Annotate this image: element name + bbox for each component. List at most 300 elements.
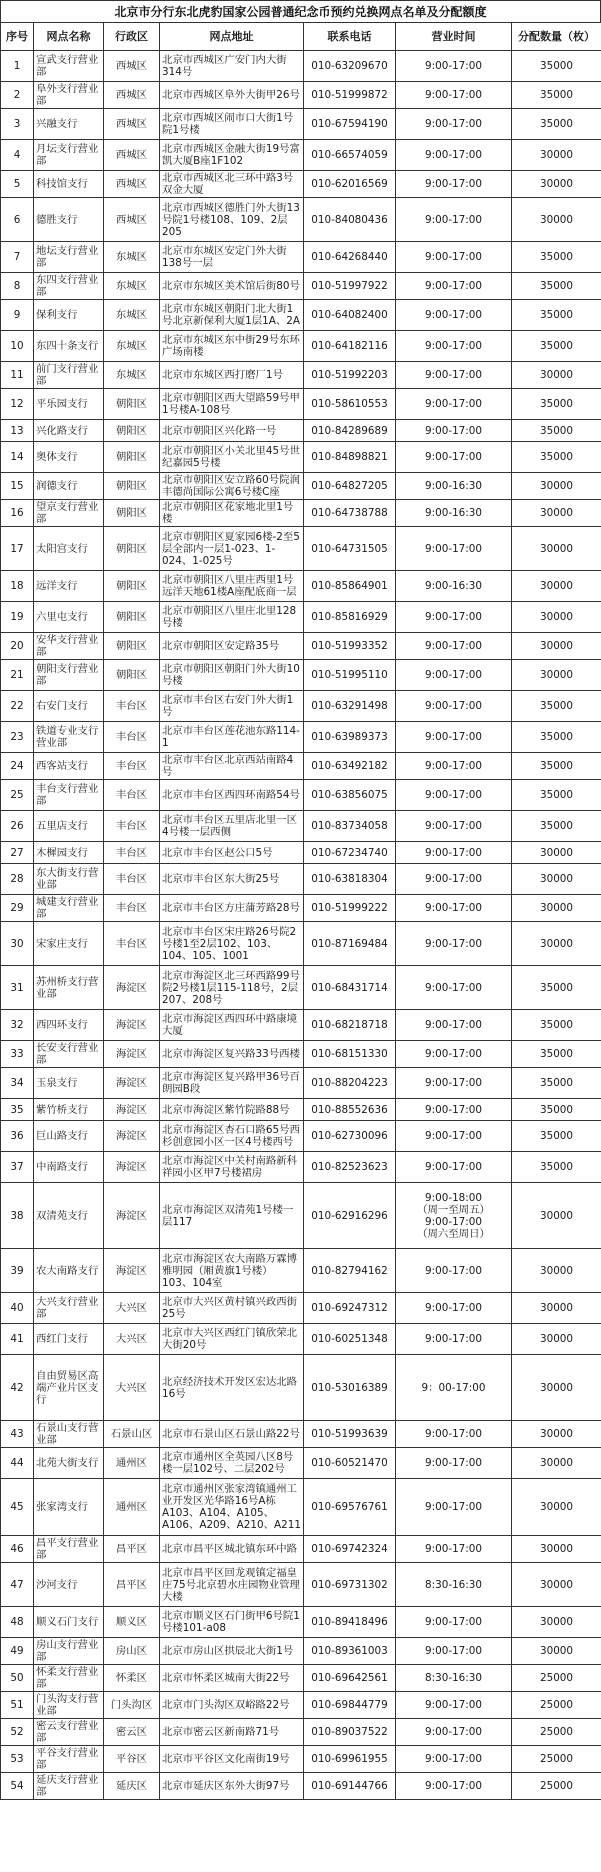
cell-branch-name: 德胜支行 — [34, 198, 104, 242]
header-name: 网点名称 — [34, 23, 104, 51]
table-row — [1, 242, 601, 273]
cell-amount: 35000 — [512, 442, 601, 473]
cell-address: 北京市东城区美术馆后街80号 — [160, 273, 304, 300]
cell-branch-name: 兴融支行 — [34, 109, 104, 140]
cell-district: 丰台区 — [104, 811, 160, 842]
cell-district: 朝阳区 — [104, 442, 160, 473]
cell-hours: 9:00-16:30 — [396, 500, 512, 527]
cell-address: 北京市海淀区双清苑1号楼一层117 — [160, 1183, 304, 1249]
cell-address: 北京市东城区安定门外大街138号一层 — [160, 242, 304, 273]
cell-address: 北京市朝阳区小关北里45号世纪嘉园5号楼 — [160, 442, 304, 473]
cell-branch-name: 紫竹桥支行 — [34, 1099, 104, 1121]
page-title: 北京市分行东北虎豹国家公园普通纪念币预约兑换网点名单及分配额度 — [0, 0, 601, 22]
cell-no: 18 — [1, 571, 34, 602]
table-row — [1, 362, 601, 389]
cell-amount: 30000 — [512, 198, 601, 242]
cell-no: 1 — [1, 51, 34, 82]
cell-phone: 010-51992203 — [304, 362, 396, 389]
cell-branch-name: 太阳宫支行 — [34, 527, 104, 571]
cell-amount: 30000 — [512, 1324, 601, 1355]
cell-hours: 9:00-17:00 — [396, 811, 512, 842]
cell-district: 西城区 — [104, 51, 160, 82]
cell-no: 23 — [1, 722, 34, 753]
cell-address: 北京市海淀区复兴路33号西楼 — [160, 1041, 304, 1068]
cell-address: 北京市海淀区中关村南路新科祥园小区甲7号楼裙房 — [160, 1152, 304, 1183]
cell-address: 北京市丰台区方庄蒲芳路28号 — [160, 895, 304, 922]
cell-district: 大兴区 — [104, 1293, 160, 1324]
cell-hours: 9:00-17:00 — [396, 198, 512, 242]
table-row — [1, 1638, 601, 1665]
cell-no: 46 — [1, 1536, 34, 1563]
table-row — [1, 753, 601, 780]
cell-amount: 30000 — [512, 1293, 601, 1324]
cell-branch-name: 昌平支行营业部 — [34, 1536, 104, 1563]
cell-hours: 9:00-17:00 — [396, 660, 512, 691]
cell-district: 海淀区 — [104, 1099, 160, 1121]
cell-hours: 9:00-17:00 — [396, 1638, 512, 1665]
cell-hours: 9:00-17:00 — [396, 82, 512, 109]
cell-address: 北京市朝阳区兴化路一号 — [160, 420, 304, 442]
cell-phone: 010-60251348 — [304, 1324, 396, 1355]
cell-no: 54 — [1, 1773, 34, 1800]
cell-phone: 010-60521470 — [304, 1448, 396, 1479]
cell-phone: 010-51999222 — [304, 895, 396, 922]
cell-hours: 9:00-17:00 — [396, 273, 512, 300]
cell-amount: 30000 — [512, 895, 601, 922]
table-row — [1, 171, 601, 198]
cell-district: 朝阳区 — [104, 500, 160, 527]
cell-address: 北京市西城区闹市口大街1号院1号楼 — [160, 109, 304, 140]
cell-hours: 9:00-17:00 — [396, 1479, 512, 1536]
cell-address: 北京市朝阳区夏家园6楼-2至5层全部内一层1-023、1-024、1-025号 — [160, 527, 304, 571]
header-amount: 分配数量（枚） — [512, 23, 601, 51]
cell-amount: 30000 — [512, 571, 601, 602]
cell-district: 丰台区 — [104, 722, 160, 753]
cell-no: 4 — [1, 140, 34, 171]
cell-amount: 25000 — [512, 1719, 601, 1746]
cell-address: 北京市大兴区黄村镇兴政西街25号 — [160, 1293, 304, 1324]
cell-no: 34 — [1, 1068, 34, 1099]
cell-hours: 8:30-16:30 — [396, 1563, 512, 1607]
table-row — [1, 300, 601, 331]
cell-district: 朝阳区 — [104, 527, 160, 571]
cell-branch-name: 东四支行营业部 — [34, 273, 104, 300]
cell-phone: 010-88204223 — [304, 1068, 396, 1099]
cell-branch-name: 城建支行营业部 — [34, 895, 104, 922]
cell-branch-name: 阜外支行营业部 — [34, 82, 104, 109]
cell-hours: 9:00-17:00 — [396, 300, 512, 331]
cell-no: 52 — [1, 1719, 34, 1746]
cell-phone: 010-69576761 — [304, 1479, 396, 1536]
cell-hours: 9:00-17:00 — [396, 966, 512, 1010]
cell-hours: 9:00-17:00 — [396, 722, 512, 753]
table-row — [1, 527, 601, 571]
cell-amount: 35000 — [512, 691, 601, 722]
cell-phone: 010-69731302 — [304, 1563, 396, 1607]
cell-hours: 9:00-17:00 — [396, 1719, 512, 1746]
cell-no: 42 — [1, 1355, 34, 1421]
cell-phone: 010-82794162 — [304, 1249, 396, 1293]
cell-branch-name: 润德支行 — [34, 473, 104, 500]
cell-no: 26 — [1, 811, 34, 842]
cell-phone: 010-84289689 — [304, 420, 396, 442]
table-row — [1, 1121, 601, 1152]
cell-amount: 35000 — [512, 331, 601, 362]
cell-hours: 9:00-17:00 — [396, 1536, 512, 1563]
cell-branch-name: 铁道专业支行营业部 — [34, 722, 104, 753]
cell-no: 40 — [1, 1293, 34, 1324]
cell-amount: 30000 — [512, 633, 601, 660]
cell-amount: 35000 — [512, 753, 601, 780]
cell-district: 朝阳区 — [104, 602, 160, 633]
cell-hours: 9:00-17:00 — [396, 331, 512, 362]
cell-phone: 010-69247312 — [304, 1293, 396, 1324]
cell-branch-name: 沙河支行 — [34, 1563, 104, 1607]
cell-district: 东城区 — [104, 273, 160, 300]
cell-hours: 9:00-18:00 （周一至周五） 9:00-17:00 （周六至周日） — [396, 1183, 512, 1249]
cell-address: 北京市平谷区文化南街19号 — [160, 1746, 304, 1773]
cell-branch-name: 东四十条支行 — [34, 331, 104, 362]
cell-hours: 9:00-17:00 — [396, 895, 512, 922]
cell-phone: 010-67594190 — [304, 109, 396, 140]
cell-address: 北京市丰台区赵公口5号 — [160, 842, 304, 864]
table-body — [1, 51, 601, 1800]
cell-district: 海淀区 — [104, 1010, 160, 1041]
cell-address: 北京市延庆区东外大街97号 — [160, 1773, 304, 1800]
branch-table — [0, 22, 601, 1800]
cell-amount: 30000 — [512, 1355, 601, 1421]
cell-no: 48 — [1, 1607, 34, 1638]
cell-phone: 010-85864901 — [304, 571, 396, 602]
cell-amount: 35000 — [512, 420, 601, 442]
cell-no: 25 — [1, 780, 34, 811]
cell-amount: 30000 — [512, 864, 601, 895]
cell-hours: 9:00-17:00 — [396, 389, 512, 420]
table-row — [1, 1421, 601, 1448]
cell-phone: 010-89361003 — [304, 1638, 396, 1665]
header-phone: 联系电话 — [304, 23, 396, 51]
cell-address: 北京市丰台区五里店北里一区4号楼一层西侧 — [160, 811, 304, 842]
cell-phone: 010-69144766 — [304, 1773, 396, 1800]
cell-phone: 010-87169484 — [304, 922, 396, 966]
cell-phone: 010-63818304 — [304, 864, 396, 895]
cell-branch-name: 平谷支行营业部 — [34, 1746, 104, 1773]
cell-no: 8 — [1, 273, 34, 300]
cell-no: 10 — [1, 331, 34, 362]
cell-phone: 010-85816929 — [304, 602, 396, 633]
cell-no: 49 — [1, 1638, 34, 1665]
cell-branch-name: 密云支行营业部 — [34, 1719, 104, 1746]
cell-no: 47 — [1, 1563, 34, 1607]
cell-district: 东城区 — [104, 300, 160, 331]
cell-phone: 010-51993352 — [304, 633, 396, 660]
cell-amount: 35000 — [512, 1041, 601, 1068]
cell-address: 北京市丰台区莲花池东路114-1 — [160, 722, 304, 753]
cell-hours: 9:00-17:00 — [396, 442, 512, 473]
table-row — [1, 1719, 601, 1746]
cell-amount: 30000 — [512, 922, 601, 966]
cell-address: 北京市丰台区东大街25号 — [160, 864, 304, 895]
cell-amount: 30000 — [512, 1183, 601, 1249]
cell-phone: 010-64082400 — [304, 300, 396, 331]
cell-branch-name: 苏州桥支行营业部 — [34, 966, 104, 1010]
cell-no: 28 — [1, 864, 34, 895]
cell-hours: 9:00-17:00 — [396, 362, 512, 389]
cell-no: 37 — [1, 1152, 34, 1183]
cell-phone: 010-63291498 — [304, 691, 396, 722]
cell-district: 密云区 — [104, 1719, 160, 1746]
cell-amount: 35000 — [512, 1121, 601, 1152]
cell-branch-name: 北苑大街支行 — [34, 1448, 104, 1479]
cell-amount: 25000 — [512, 1692, 601, 1719]
cell-no: 43 — [1, 1421, 34, 1448]
cell-address: 北京市丰台区宋庄路26号院2号楼1至2层102、103、104、105、1001 — [160, 922, 304, 966]
cell-district: 东城区 — [104, 242, 160, 273]
cell-amount: 30000 — [512, 1638, 601, 1665]
cell-amount: 30000 — [512, 171, 601, 198]
cell-hours: 9:00-16:30 — [396, 571, 512, 602]
cell-phone: 010-62730096 — [304, 1121, 396, 1152]
cell-amount: 25000 — [512, 1773, 601, 1800]
cell-hours: 9:00-17:00 — [396, 1152, 512, 1183]
table-row — [1, 1041, 601, 1068]
cell-amount: 30000 — [512, 660, 601, 691]
cell-hours: 9:00-17:00 — [396, 109, 512, 140]
cell-address: 北京市大兴区西红门镇欣荣北大街20号 — [160, 1324, 304, 1355]
cell-hours: 9:00-17:00 — [396, 602, 512, 633]
cell-address: 北京市海淀区紫竹院路88号 — [160, 1099, 304, 1121]
cell-amount: 30000 — [512, 1536, 601, 1563]
cell-amount: 30000 — [512, 1448, 601, 1479]
cell-district: 丰台区 — [104, 753, 160, 780]
cell-address: 北京市通州区全英园八区8号楼一层102号、二层202号 — [160, 1448, 304, 1479]
cell-amount: 35000 — [512, 82, 601, 109]
cell-address: 北京市西城区金融大街19号富凯大厦B座1F102 — [160, 140, 304, 171]
cell-branch-name: 保利支行 — [34, 300, 104, 331]
cell-amount: 35000 — [512, 389, 601, 420]
cell-branch-name: 西客站支行 — [34, 753, 104, 780]
cell-hours: 9:00-17:00 — [396, 1448, 512, 1479]
table-row — [1, 82, 601, 109]
cell-hours: 9:00-17:00 — [396, 864, 512, 895]
cell-no: 31 — [1, 966, 34, 1010]
cell-no: 13 — [1, 420, 34, 442]
cell-amount: 30000 — [512, 1607, 601, 1638]
cell-phone: 010-58610553 — [304, 389, 396, 420]
cell-phone: 010-53016389 — [304, 1355, 396, 1421]
cell-address: 北京市朝阳区安立路60号院润丰德尚国际公寓6号楼C座 — [160, 473, 304, 500]
table-row — [1, 811, 601, 842]
cell-branch-name: 东大街支行营业部 — [34, 864, 104, 895]
cell-no: 19 — [1, 602, 34, 633]
cell-no: 7 — [1, 242, 34, 273]
table-row — [1, 1692, 601, 1719]
cell-district: 西城区 — [104, 171, 160, 198]
cell-branch-name: 怀柔支行营业部 — [34, 1665, 104, 1692]
cell-phone: 010-68151330 — [304, 1041, 396, 1068]
table-row — [1, 1607, 601, 1638]
cell-address: 北京市西城区阜外大街甲26号 — [160, 82, 304, 109]
table-row — [1, 273, 601, 300]
cell-branch-name: 月坛支行营业部 — [34, 140, 104, 171]
cell-amount: 30000 — [512, 1563, 601, 1607]
cell-address: 北京市朝阳区西大望路59号甲1号楼A-108号 — [160, 389, 304, 420]
cell-address: 北京市东城区西打磨厂1号 — [160, 362, 304, 389]
table-row — [1, 331, 601, 362]
cell-amount: 30000 — [512, 362, 601, 389]
cell-hours: 9:00-17:00 — [396, 1421, 512, 1448]
cell-amount: 35000 — [512, 242, 601, 273]
cell-hours: 9:00-17:00 — [396, 1010, 512, 1041]
cell-hours: 9:00-16:30 — [396, 473, 512, 500]
cell-branch-name: 朝阳支行营业部 — [34, 660, 104, 691]
cell-no: 39 — [1, 1249, 34, 1293]
cell-amount: 35000 — [512, 1010, 601, 1041]
cell-branch-name: 延庆支行营业部 — [34, 1773, 104, 1800]
cell-district: 海淀区 — [104, 1152, 160, 1183]
cell-amount: 35000 — [512, 811, 601, 842]
cell-address: 北京市房山区拱辰北大街1号 — [160, 1638, 304, 1665]
table-row — [1, 1563, 601, 1607]
cell-branch-name: 西四环支行 — [34, 1010, 104, 1041]
cell-amount: 35000 — [512, 1099, 601, 1121]
table-row — [1, 1068, 601, 1099]
cell-district: 顺义区 — [104, 1607, 160, 1638]
table-row — [1, 602, 601, 633]
cell-branch-name: 大兴支行营业部 — [34, 1293, 104, 1324]
cell-amount: 35000 — [512, 780, 601, 811]
table-row — [1, 420, 601, 442]
cell-address: 北京市朝阳区八里庄西里1号远洋天地61楼A座配底商一层 — [160, 571, 304, 602]
cell-no: 32 — [1, 1010, 34, 1041]
cell-no: 38 — [1, 1183, 34, 1249]
cell-address: 北京市朝阳区花家地北里1号楼 — [160, 500, 304, 527]
cell-hours: 9:00-17:00 — [396, 780, 512, 811]
cell-phone: 010-51995110 — [304, 660, 396, 691]
cell-amount: 30000 — [512, 602, 601, 633]
cell-no: 51 — [1, 1692, 34, 1719]
cell-hours: 9:00-17:00 — [396, 1041, 512, 1068]
cell-hours: 9:00-17:00 — [396, 171, 512, 198]
cell-district: 海淀区 — [104, 1249, 160, 1293]
cell-phone: 010-89418496 — [304, 1607, 396, 1638]
cell-hours: 9:00-17:00 — [396, 140, 512, 171]
cell-phone: 010-64268440 — [304, 242, 396, 273]
cell-amount: 30000 — [512, 140, 601, 171]
cell-district: 海淀区 — [104, 1041, 160, 1068]
cell-district: 西城区 — [104, 198, 160, 242]
table-row — [1, 1183, 601, 1249]
cell-phone: 010-69961955 — [304, 1746, 396, 1773]
table-row — [1, 1152, 601, 1183]
cell-district: 朝阳区 — [104, 633, 160, 660]
cell-hours: 9:00-17:00 — [396, 1121, 512, 1152]
cell-branch-name: 门头沟支行营业部 — [34, 1692, 104, 1719]
cell-hours: 9:00-17:00 — [396, 1692, 512, 1719]
cell-branch-name: 石景山支行营业部 — [34, 1421, 104, 1448]
cell-address: 北京市朝阳区朝阳门外大街10号楼 — [160, 660, 304, 691]
cell-amount: 35000 — [512, 722, 601, 753]
cell-district: 海淀区 — [104, 1121, 160, 1152]
table-row — [1, 842, 601, 864]
cell-phone: 010-63492182 — [304, 753, 396, 780]
cell-branch-name: 双清苑支行 — [34, 1183, 104, 1249]
cell-branch-name: 奥体支行 — [34, 442, 104, 473]
table-row — [1, 1665, 601, 1692]
cell-no: 14 — [1, 442, 34, 473]
cell-no: 27 — [1, 842, 34, 864]
cell-phone: 010-51997922 — [304, 273, 396, 300]
cell-amount: 30000 — [512, 1479, 601, 1536]
cell-district: 朝阳区 — [104, 473, 160, 500]
table-row — [1, 722, 601, 753]
cell-district: 门头沟区 — [104, 1692, 160, 1719]
cell-branch-name: 木樨园支行 — [34, 842, 104, 864]
cell-branch-name: 右安门支行 — [34, 691, 104, 722]
cell-no: 5 — [1, 171, 34, 198]
cell-phone: 010-84898821 — [304, 442, 396, 473]
cell-district: 大兴区 — [104, 1355, 160, 1421]
header-no: 序号 — [1, 23, 34, 51]
cell-hours: 9:00-17:00 — [396, 1293, 512, 1324]
cell-amount: 35000 — [512, 51, 601, 82]
cell-phone: 010-63209670 — [304, 51, 396, 82]
cell-address: 北京市丰台区右安门外大街1号 — [160, 691, 304, 722]
cell-branch-name: 长安支行营业部 — [34, 1041, 104, 1068]
cell-hours: 9:00-17:00 — [396, 1746, 512, 1773]
cell-no: 36 — [1, 1121, 34, 1152]
table-row — [1, 500, 601, 527]
cell-phone: 010-89037522 — [304, 1719, 396, 1746]
cell-district: 朝阳区 — [104, 660, 160, 691]
cell-no: 15 — [1, 473, 34, 500]
table-row — [1, 140, 601, 171]
cell-phone: 010-62916296 — [304, 1183, 396, 1249]
cell-no: 3 — [1, 109, 34, 140]
cell-district: 怀柔区 — [104, 1665, 160, 1692]
cell-branch-name: 张家湾支行 — [34, 1479, 104, 1536]
cell-branch-name: 望京支行营业部 — [34, 500, 104, 527]
table-row — [1, 389, 601, 420]
table-row — [1, 198, 601, 242]
cell-amount: 30000 — [512, 527, 601, 571]
table-row — [1, 1746, 601, 1773]
cell-address: 北京市西城区德胜门外大街13号院1号楼108、109、2层205 — [160, 198, 304, 242]
cell-address: 北京市丰台区北京西站南路4号 — [160, 753, 304, 780]
table-row — [1, 109, 601, 140]
cell-no: 53 — [1, 1746, 34, 1773]
cell-phone: 010-64182116 — [304, 331, 396, 362]
cell-phone: 010-69844779 — [304, 1692, 396, 1719]
header-address: 网点地址 — [160, 23, 304, 51]
cell-district: 丰台区 — [104, 864, 160, 895]
cell-address: 北京市密云区新南路71号 — [160, 1719, 304, 1746]
cell-hours: 9:00-17:00 — [396, 420, 512, 442]
cell-district: 西城区 — [104, 82, 160, 109]
cell-hours: 9:00-17:00 — [396, 1607, 512, 1638]
cell-branch-name: 五里店支行 — [34, 811, 104, 842]
cell-district: 延庆区 — [104, 1773, 160, 1800]
cell-address: 北京市海淀区西四环中路康境大厦 — [160, 1010, 304, 1041]
cell-district: 丰台区 — [104, 691, 160, 722]
cell-no: 21 — [1, 660, 34, 691]
table-row — [1, 51, 601, 82]
cell-address: 北京经济技术开发区宏达北路16号 — [160, 1355, 304, 1421]
cell-no: 33 — [1, 1041, 34, 1068]
table-row — [1, 966, 601, 1010]
cell-branch-name: 玉泉支行 — [34, 1068, 104, 1099]
cell-phone: 010-64827205 — [304, 473, 396, 500]
